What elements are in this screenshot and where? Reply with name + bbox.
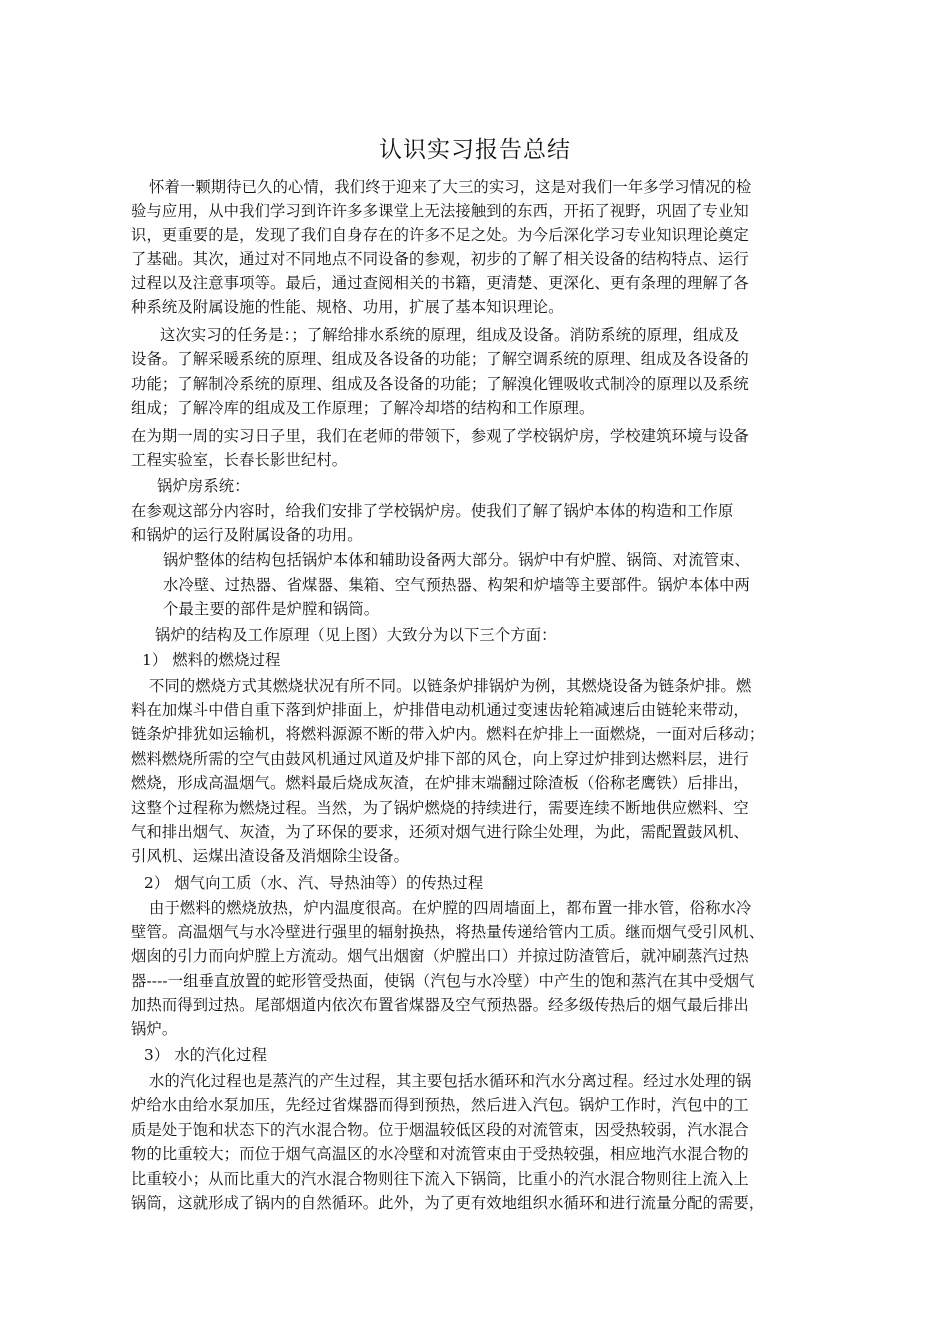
document-title: 认识实习报告总结 <box>379 137 571 163</box>
paragraph-line: 锅筒，这就形成了锅内的自然循环。此外，为了更有效地组织水循环和进行流量分配的需要， <box>131 1194 765 1212</box>
paragraph-line: 锅炉。 <box>131 1020 178 1038</box>
paragraph-line: 锅炉的结构及工作原理（见上图）大致分为以下三个方面： <box>155 626 557 644</box>
numbered-heading: 3） 水的汽化过程 <box>144 1046 268 1064</box>
paragraph-line: 气和排出烟气、灰渣，为了环保的要求，还须对烟气进行除尘处理，为此，需配置鼓风机、 <box>131 823 749 841</box>
paragraph-line: 怀着一颗期待已久的心情，我们终于迎来了大三的实习，这是对我们一年多学习情况的检 <box>149 178 752 196</box>
numbered-heading: 1） 燃料的燃烧过程 <box>142 651 281 669</box>
paragraph-line: 过程以及注意事项等。最后，通过查阅相关的书籍，更清楚、更深化、更有条理的理解了各 <box>131 274 749 292</box>
paragraph-line: 这次实习的任务是：；了解给排水系统的原理，组成及设备。消防系统的原理，组成及 <box>160 326 740 344</box>
paragraph-line: 工程实验室，长春长影世纪村。 <box>131 451 348 469</box>
paragraph-line: 比重较小；从而比重大的汽水混合物则往下流入下锅筒，比重小的汽水混合物则往上流入上 <box>131 1170 749 1188</box>
paragraph-line: 链条炉排犹如运输机，将燃料源源不断的带入炉内。燃料在炉排上一面燃烧，一面对后移动； <box>131 725 765 743</box>
paragraph-line: 设备。了解采暖系统的原理、组成及各设备的功能；了解空调系统的原理、组成及各设备的 <box>131 350 749 368</box>
paragraph-line: 这整个过程称为燃烧过程。当然，为了锅炉燃烧的持续进行，需要连续不断地供应燃料、空 <box>131 799 749 817</box>
paragraph-line: 料在加煤斗中借自重下落到炉排面上，炉排借电动机通过变速齿轮箱减速后由链轮来带动， <box>131 701 749 719</box>
paragraph-line: 不同的燃烧方式其燃烧状况有所不同。以链条炉排锅炉为例，其燃烧设备为链条炉排。燃 <box>149 677 752 695</box>
paragraph-line: 加热而得到过热。尾部烟道内依次布置省煤器及空气预热器。经多级传热后的烟气最后排出 <box>131 996 749 1014</box>
paragraph-line: 水的汽化过程也是蒸汽的产生过程，其主要包括水循环和汽水分离过程。经过水处理的锅 <box>149 1072 752 1090</box>
paragraph-line: 壁管。高温烟气与水冷壁进行强里的辐射换热，将热量传递给管内工质。继而烟气受引风机、 <box>131 923 765 941</box>
paragraph-line: 烟囱的引力而向炉膛上方流动。烟气出烟窗（炉膛出口）并掠过防渣管后，就冲刷蒸汽过热 <box>131 947 749 965</box>
section-heading: 锅炉房系统： <box>157 477 250 495</box>
paragraph-line: 识，更重要的是，发现了我们自身存在的许多不足之处。为今后深化学习专业知识理论奠定 <box>131 226 749 244</box>
paragraph-line: 器----一组垂直放置的蛇形管受热面，使锅（汽包与水冷壁）中产生的饱和蒸汽在其中受烟气 <box>131 972 755 990</box>
paragraph-line: 质是处于饱和状态下的汽水混合物。位于烟温较低区段的对流管束，因受热较弱，汽水混合 <box>131 1121 749 1139</box>
paragraph-line: 验与应用，从中我们学习到许许多多课堂上无法接触到的东西，开拓了视野，巩固了专业知 <box>131 202 749 220</box>
paragraph-line: 在为期一周的实习日子里，我们在老师的带领下，参观了学校锅炉房，学校建筑环境与设备 <box>131 427 749 445</box>
paragraph-line: 燃烧，形成高温烟气。燃料最后烧成灰渣，在炉排末端翻过除渣板（俗称老鹰铁）后排出， <box>131 774 749 792</box>
paragraph-line: 由于燃料的燃烧放热，炉内温度很高。在炉膛的四周墙面上，都布置一排水管，俗称水冷 <box>149 899 752 917</box>
paragraph-line: 引风机、运煤出渣设备及消烟除尘设备。 <box>131 847 410 865</box>
paragraph-line: 炉给水由给水泵加压，先经过省煤器而得到预热，然后进入汽包。锅炉工作时，汽包中的工 <box>131 1096 749 1114</box>
paragraph-line: 和锅炉的运行及附属设备的功用。 <box>131 526 363 544</box>
paragraph-line: 在参观这部分内容时，给我们安排了学校锅炉房。使我们了解了锅炉本体的构造和工作原 <box>131 502 734 520</box>
paragraph-line: 个最主要的部件是炉膛和锅筒。 <box>163 600 380 618</box>
paragraph-line: 了基础。其次，通过对不同地点不同设备的参观，初步的了解了相关设备的结构特点、运行 <box>131 250 749 268</box>
numbered-heading: 2） 烟气向工质（水、汽、导热油等）的传热过程 <box>144 874 484 892</box>
paragraph-line: 水冷壁、过热器、省煤器、集箱、空气预热器、构架和炉墙等主要部件。锅炉本体中两 <box>163 576 750 594</box>
paragraph-line: 物的比重较大；而位于烟气高温区的水冷壁和对流管束由于受热较强，相应地汽水混合物的 <box>131 1145 749 1163</box>
paragraph-line: 功能；了解制冷系统的原理、组成及各设备的功能；了解溴化锂吸收式制冷的原理以及系统 <box>131 375 749 393</box>
paragraph-line: 燃料燃烧所需的空气由鼓风机通过风道及炉排下部的风仓，向上穿过炉排到达燃料层，进行 <box>131 750 749 768</box>
paragraph-line: 组成；了解冷库的组成及工作原理；了解冷却塔的结构和工作原理。 <box>131 399 595 417</box>
paragraph-line: 种系统及附属设施的性能、规格、功用，扩展了基本知识理论。 <box>131 298 564 316</box>
paragraph-line: 锅炉整体的结构包括锅炉本体和辅助设备两大部分。锅炉中有炉膛、锅筒、对流管束、 <box>163 551 750 569</box>
